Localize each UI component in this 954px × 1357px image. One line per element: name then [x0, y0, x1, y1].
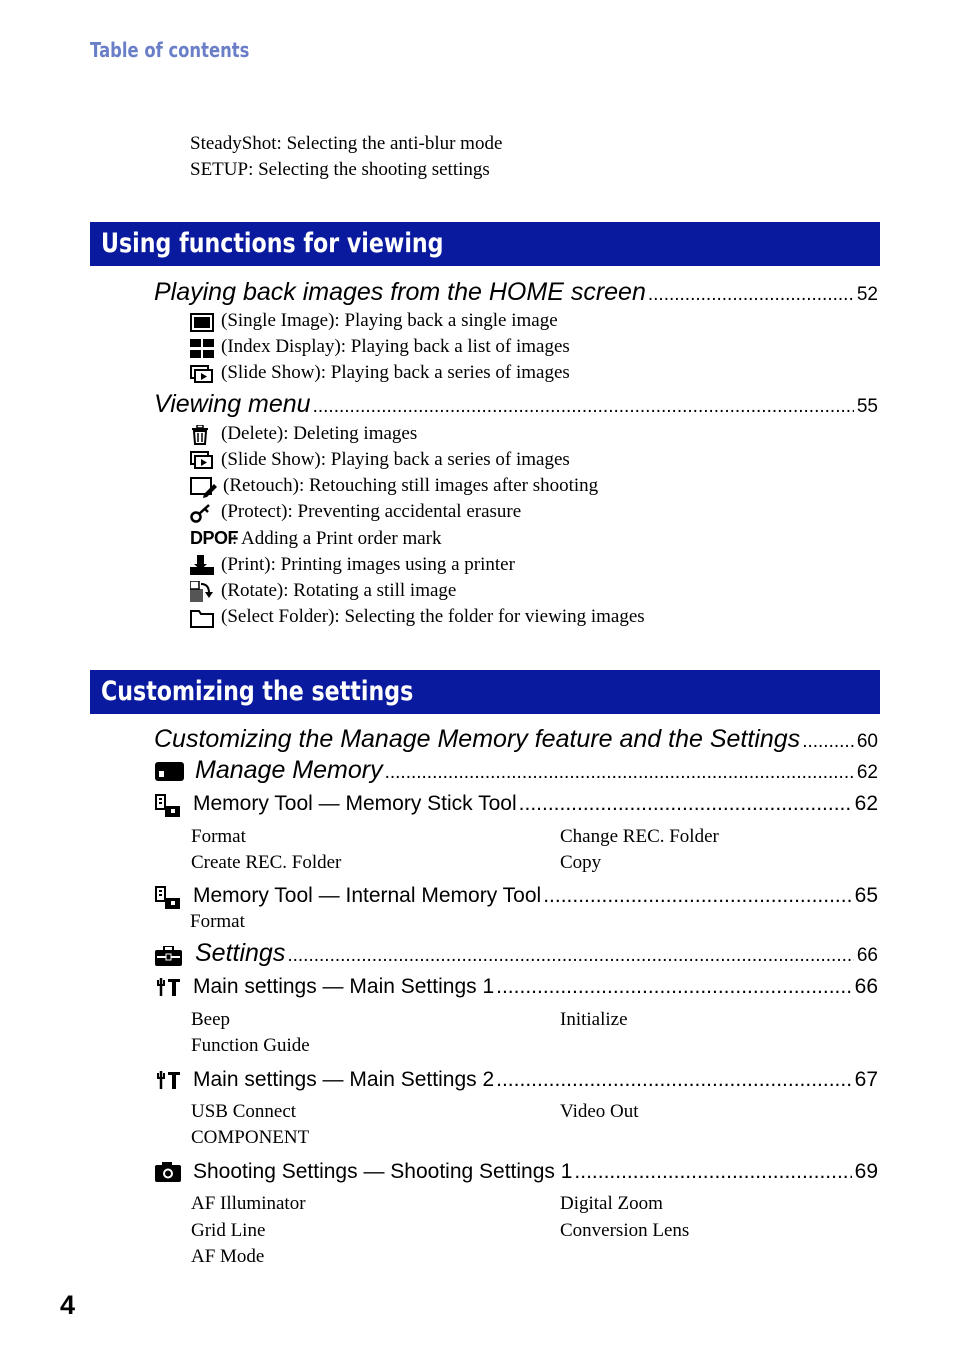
manage-memory-icon [155, 762, 184, 781]
toc-entry-main-settings-2[interactable] [193, 1068, 878, 1092]
toc-entry-internal-memory-tool[interactable] [193, 884, 878, 908]
toc-item-retouch[interactable]: (Retouch): Retouching still images after shooting [223, 475, 599, 496]
entry-page: 65 [854, 884, 878, 907]
rotate-icon [190, 581, 214, 602]
entry-page: 66 [854, 975, 878, 998]
toc-entry-main-settings-1[interactable] [193, 975, 878, 999]
toc-item-select-folder[interactable]: (Select Folder): Selecting the folder for viewing images [221, 606, 645, 627]
dpof-logo: DPOF [190, 528, 239, 548]
leader-dots [802, 731, 854, 753]
toc-subitem[interactable]: Copy [560, 852, 602, 873]
toc-subitem[interactable]: Grid Line [191, 1220, 266, 1241]
toc-subitem[interactable]: Format [191, 826, 246, 847]
entry-label: Manage Memory [195, 756, 383, 784]
entry-page: 60 [856, 731, 878, 752]
toc-item-slide-show[interactable]: (Slide Show): Playing back a series of images [221, 362, 570, 383]
toc-subitem[interactable]: Change REC. Folder [560, 826, 719, 847]
delete-trash-icon [190, 425, 210, 445]
entry-page: 69 [854, 1160, 878, 1183]
entry-label: Main settings — Main Settings 1 [193, 975, 495, 998]
toc-subitem[interactable]: Format [190, 911, 245, 932]
leader-dots [496, 975, 852, 999]
toc-subitem[interactable]: Initialize [560, 1009, 628, 1030]
leader-dots [313, 396, 854, 418]
entry-label: Settings [195, 939, 286, 967]
toc-header-title[interactable]: Table of contents [90, 38, 250, 62]
page-number: 4 [60, 1290, 76, 1320]
toc-item-print[interactable]: (Print): Printing images using a printer [221, 554, 515, 575]
leader-dots [543, 884, 851, 908]
protect-key-icon [190, 503, 212, 523]
toc-entry-shooting-settings-1[interactable] [193, 1160, 878, 1184]
entry-label: Memory Tool — Internal Memory Tool [193, 884, 542, 907]
toc-subitem[interactable]: USB Connect [191, 1101, 297, 1122]
entry-page: 67 [854, 1068, 878, 1091]
toc-subitem[interactable]: Function Guide [191, 1035, 310, 1056]
toc-item-protect[interactable]: (Protect): Preventing accidental erasure [221, 501, 522, 522]
toc-entry-home-playback[interactable] [154, 278, 878, 307]
leader-dots [385, 762, 854, 784]
toc-subitem[interactable]: COMPONENT [191, 1127, 310, 1148]
entry-label: Customizing the Manage Memory feature and the Settings [154, 725, 801, 753]
entry-page: 55 [856, 396, 878, 417]
memory-tool-icon [155, 794, 181, 818]
leader-dots [496, 1068, 852, 1092]
toc-item-delete[interactable]: (Delete): Deleting images [221, 423, 418, 444]
toc-item-single-image[interactable]: (Single Image): Playing back a single image [221, 310, 558, 331]
toc-item-dpof[interactable]: : Adding a Print order mark [232, 528, 442, 549]
section-title-viewing: Using functions for viewing [101, 228, 444, 259]
section-banner-viewing [90, 222, 880, 266]
toc-subitem[interactable]: AF Mode [191, 1246, 265, 1267]
retouch-pencil-icon [190, 477, 218, 498]
entry-page: 66 [856, 945, 878, 966]
toc-subitem[interactable]: Beep [191, 1009, 231, 1030]
index-display-icon [190, 339, 214, 358]
entry-label: Shooting Settings — Shooting Settings 1 [193, 1160, 573, 1183]
slide-show-icon [190, 365, 214, 385]
toc-entry-settings[interactable] [195, 939, 878, 968]
toc-item-rotate[interactable]: (Rotate): Rotating a still image [221, 580, 457, 601]
toc-subitem[interactable]: Create REC. Folder [191, 852, 342, 873]
toc-entry-manage-memory[interactable] [195, 756, 878, 785]
entry-label: Memory Tool — Memory Stick Tool [193, 792, 517, 815]
leader-dots [287, 945, 854, 967]
toc-item-index-display[interactable]: (Index Display): Playing back a list of images [221, 336, 570, 357]
toc-subitem[interactable]: Conversion Lens [560, 1220, 690, 1241]
single-image-icon [190, 313, 214, 332]
entry-page: 62 [856, 762, 878, 783]
toc-entry-viewing-menu[interactable] [154, 390, 878, 419]
toc-subitem[interactable]: Digital Zoom [560, 1193, 663, 1214]
print-icon [190, 555, 214, 575]
memory-tool-icon [155, 886, 181, 910]
main-settings-icon [157, 977, 181, 997]
slide-show-icon [190, 451, 214, 471]
leader-dots [519, 792, 852, 816]
entry-label: Main settings — Main Settings 2 [193, 1068, 495, 1091]
entry-page: 52 [856, 284, 878, 305]
entry-label: Playing back images from the HOME screen [154, 278, 646, 306]
camera-icon [155, 1162, 181, 1182]
toc-item-setup[interactable]: SETUP: Selecting the shooting settings [190, 159, 490, 180]
settings-toolbox-icon [155, 946, 182, 966]
toc-item-slide-show-menu[interactable]: (Slide Show): Playing back a series of images [221, 449, 570, 470]
toc-subitem[interactable]: Video Out [560, 1101, 639, 1122]
toc-entry-memory-stick-tool[interactable] [193, 792, 878, 816]
section-title-customizing: Customizing the settings [101, 676, 414, 707]
toc-item-steadyshot[interactable]: SteadyShot: Selecting the anti-blur mode [190, 133, 503, 154]
section-banner-customizing [90, 670, 880, 714]
toc-entry-customizing[interactable] [154, 725, 878, 754]
entry-label: Viewing menu [154, 390, 311, 418]
folder-icon [190, 608, 214, 628]
leader-dots [574, 1160, 851, 1184]
main-settings-icon [157, 1070, 181, 1090]
leader-dots [648, 284, 854, 306]
toc-subitem[interactable]: AF Illuminator [191, 1193, 306, 1214]
entry-page: 62 [854, 792, 878, 815]
